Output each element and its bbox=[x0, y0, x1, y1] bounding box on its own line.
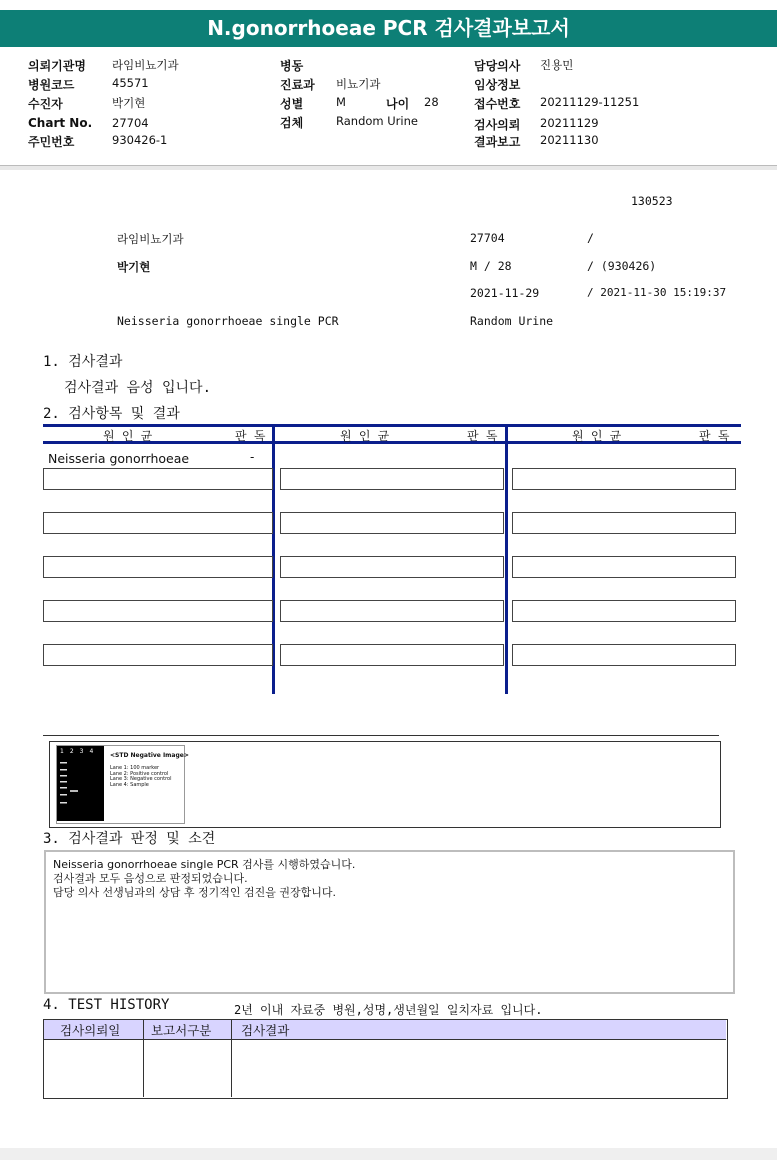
label-ward: 병동 bbox=[280, 59, 304, 73]
value-physician: 진용민 bbox=[540, 58, 574, 72]
result-pathogen-name: Neisseria gonorrhoeae bbox=[48, 451, 190, 466]
col-header-judgement-3: 판 독 bbox=[699, 429, 730, 443]
gel-legend-item: Lane 3: Negative control bbox=[110, 776, 172, 782]
report-title: N.gonorrhoeae PCR 검사결과보고서 bbox=[0, 10, 777, 47]
result-cell bbox=[43, 556, 273, 578]
history-header-result: 검사결과 bbox=[241, 1023, 290, 1038]
gel-photo bbox=[57, 746, 104, 821]
result-cell bbox=[512, 556, 736, 578]
value-chart-no: 27704 bbox=[112, 116, 149, 130]
opinion-line-2: 검사결과 모두 음성으로 판정되었습니다. bbox=[53, 872, 248, 885]
section1-title: 1. 검사결과 bbox=[43, 354, 123, 370]
label-physician: 담당의사 bbox=[474, 59, 521, 73]
footer-bar bbox=[0, 1148, 777, 1160]
report-code: 130523 bbox=[631, 194, 673, 208]
col-header-judgement-2: 판 독 bbox=[467, 429, 498, 443]
gel-lane-numbers bbox=[60, 748, 99, 755]
label-receipt-no: 접수번호 bbox=[474, 97, 521, 111]
result-cell bbox=[43, 600, 273, 622]
section4-title: 4. TEST HISTORY bbox=[43, 997, 170, 1013]
section3-title: 3. 검사결과 판정 및 소견 bbox=[43, 831, 216, 847]
gel-legend bbox=[110, 766, 172, 788]
label-request-date: 검사의뢰 bbox=[474, 118, 521, 132]
gel-legend-item: Lane 4: Sample bbox=[110, 781, 149, 788]
summary-hospital: 라임비뇨기과 bbox=[117, 232, 184, 246]
gel-legend-item: Lane 2: Positive control bbox=[110, 770, 169, 777]
value-requesting-institution: 라임비뇨기과 bbox=[112, 58, 179, 72]
history-header-report-type: 보고서구분 bbox=[151, 1023, 212, 1038]
summary-test-name: Neisseria gonorrhoeae single PCR bbox=[117, 314, 339, 328]
result-cell bbox=[280, 644, 504, 666]
label-chart-no: Chart No. bbox=[28, 116, 93, 130]
col-header-pathogen-1: 원 인 균 bbox=[103, 429, 153, 443]
label-requesting-institution: 의뢰기관명 bbox=[28, 59, 86, 73]
label-sex: 성별 bbox=[280, 97, 304, 111]
summary-birth: / (930426) bbox=[587, 259, 657, 273]
label-report-date: 결과보고 bbox=[474, 135, 521, 149]
result-judgement: - bbox=[250, 450, 255, 464]
value-resident-number: 930426-1 bbox=[112, 133, 168, 147]
gel-lane-2: 2 bbox=[69, 748, 80, 755]
summary-sex-age: M / 28 bbox=[470, 259, 512, 273]
gel-lane-1: 1 bbox=[60, 748, 70, 755]
value-department: 비뇨기과 bbox=[336, 77, 381, 91]
value-specimen: Random Urine bbox=[336, 114, 418, 128]
header-divider bbox=[0, 166, 777, 170]
result-cell bbox=[512, 468, 736, 490]
gel-lane-3: 3 bbox=[79, 748, 90, 755]
value-age: 28 bbox=[424, 95, 439, 109]
label-specimen: 검체 bbox=[280, 116, 304, 130]
result-cell bbox=[280, 468, 504, 490]
value-report-date: 20211130 bbox=[540, 133, 599, 147]
section2-title: 2. 검사항목 및 결과 bbox=[43, 406, 180, 422]
gel-legend-item: Lane 1: 100 marker bbox=[110, 765, 160, 771]
col-header-pathogen-2: 원 인 균 bbox=[340, 429, 390, 443]
value-request-date: 20211129 bbox=[540, 116, 599, 130]
result-cell bbox=[280, 600, 504, 622]
result-cell bbox=[512, 600, 736, 622]
label-resident-number: 주민번호 bbox=[28, 135, 75, 149]
history-note: 2년 이내 자료중 병원,성명,생년월일 일치자료 입니다. bbox=[234, 1003, 543, 1017]
history-col-divider-1 bbox=[143, 1020, 144, 1097]
result-cell bbox=[43, 468, 273, 490]
summary-patient: 박기현 bbox=[117, 260, 151, 274]
summary-specimen: Random Urine bbox=[470, 314, 554, 328]
summary-request-date: 2021-11-29 bbox=[470, 286, 540, 300]
history-col-divider-2 bbox=[231, 1020, 232, 1097]
label-age: 나이 bbox=[386, 97, 410, 111]
opinion-line-1: Neisseria gonorrhoeae single PCR 검사를 시행하였습니다. bbox=[53, 858, 356, 871]
result-cell bbox=[512, 644, 736, 666]
result-cell bbox=[280, 512, 504, 534]
history-header-request-date: 검사의뢰일 bbox=[60, 1023, 121, 1038]
result-cell bbox=[43, 644, 273, 666]
gel-legend-title: <STD Negative Image> bbox=[110, 752, 189, 759]
result-cell bbox=[512, 512, 736, 534]
gel-lane-4: 4 bbox=[89, 748, 100, 755]
label-clinical-info: 임상정보 bbox=[474, 78, 521, 92]
value-hospital-code: 45571 bbox=[112, 76, 149, 90]
opinion-line-3: 담당 의사 선생님과의 상담 후 정기적인 검진을 권장합니다. bbox=[53, 886, 336, 899]
label-department: 진료과 bbox=[280, 78, 315, 92]
summary-chart-no: 27704 bbox=[470, 231, 505, 245]
col-header-judgement-1: 판 독 bbox=[235, 429, 266, 443]
value-sex: M bbox=[336, 95, 346, 109]
history-table-header bbox=[44, 1020, 726, 1040]
gel-top-rule bbox=[43, 735, 719, 736]
value-patient: 박기현 bbox=[112, 96, 146, 110]
gel-bands-graphic bbox=[57, 746, 104, 821]
label-patient: 수진자 bbox=[28, 97, 63, 111]
section1-result-text: 검사결과 음성 입니다. bbox=[64, 380, 212, 396]
result-cell bbox=[43, 512, 273, 534]
results-table-divider-2 bbox=[505, 424, 508, 694]
col-header-pathogen-3: 원 인 균 bbox=[572, 429, 622, 443]
result-cell bbox=[280, 556, 504, 578]
summary-slash: / bbox=[587, 231, 594, 245]
summary-report-datetime: / 2021-11-30 15:19:37 bbox=[587, 286, 727, 299]
value-receipt-no: 20211129-11251 bbox=[540, 95, 640, 109]
label-hospital-code: 병원코드 bbox=[28, 78, 75, 92]
